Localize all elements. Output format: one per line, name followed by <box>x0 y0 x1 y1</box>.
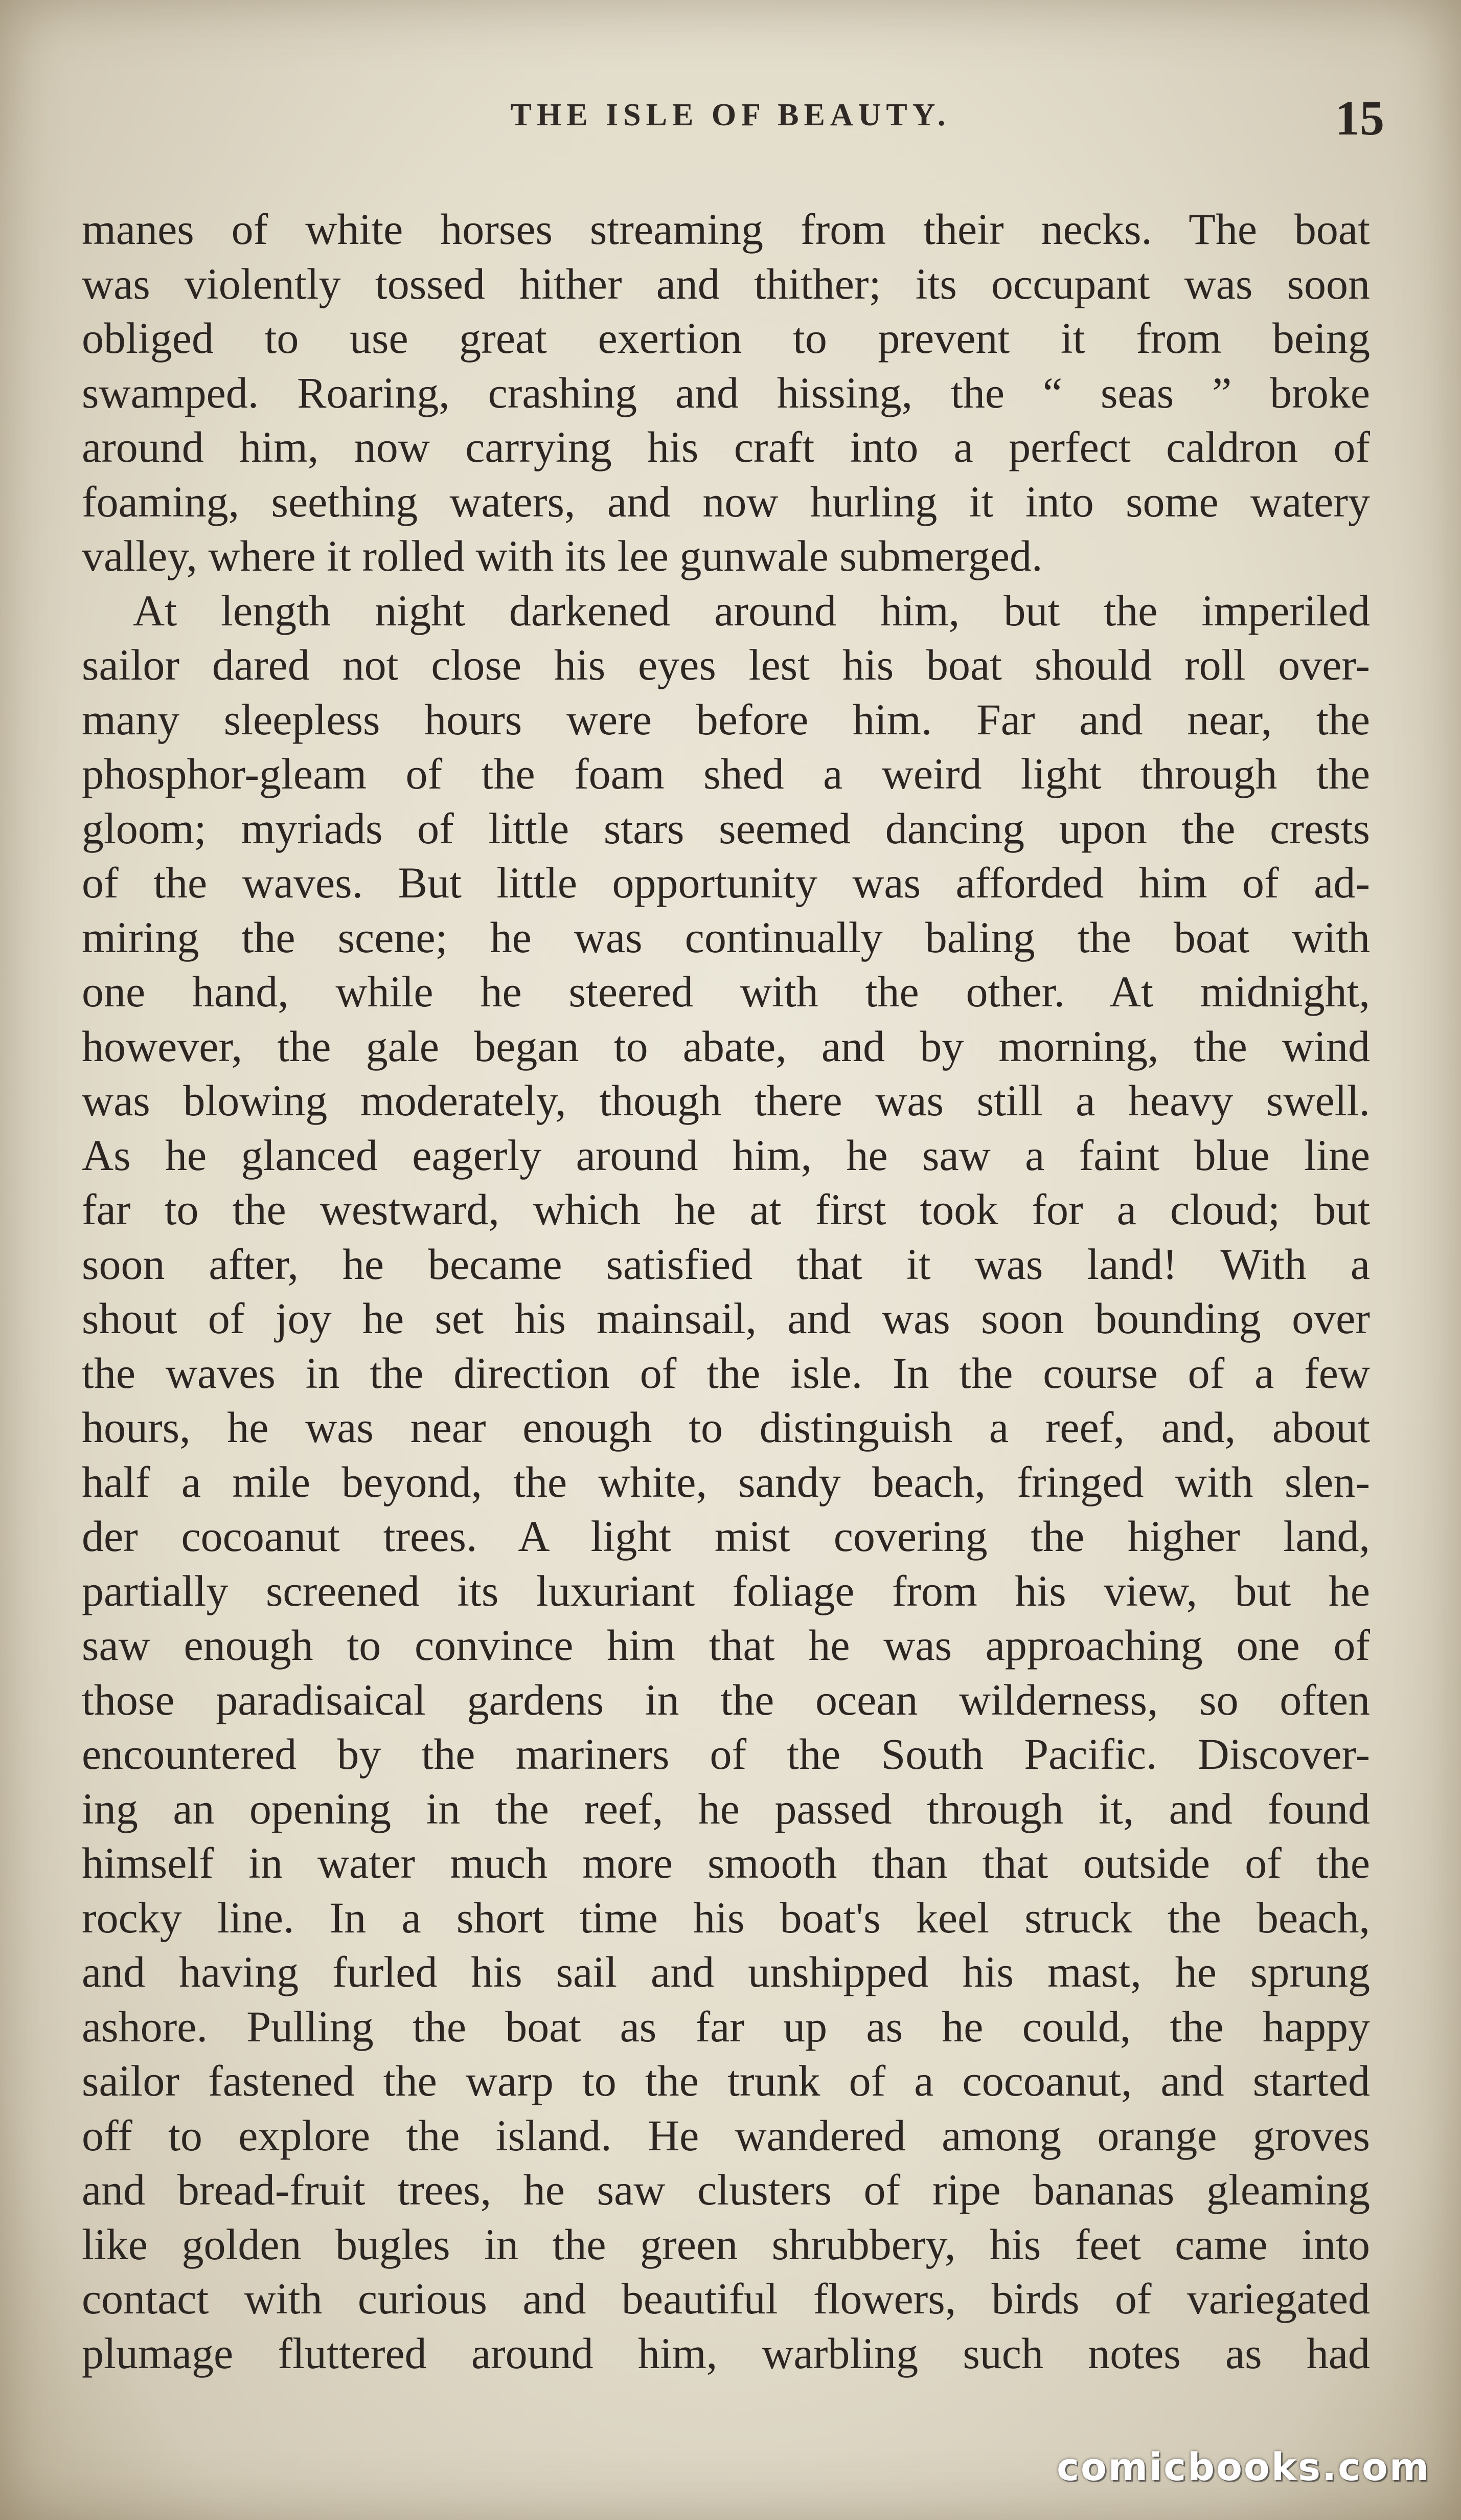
text-line: gloom; myriads of little stars seemed dancing upon the crests <box>82 803 1370 853</box>
text-line: those paradisaical gardens in the ocean wilderness, so often <box>82 1675 1370 1724</box>
text-line: like golden bugles in the green shrubbery, his feet came into <box>82 2219 1370 2269</box>
text-line: around him, now carrying his craft into a perfect caldron of <box>82 422 1370 471</box>
text-line: phosphor-gleam of the foam shed a weird light through the <box>82 749 1370 798</box>
text-line: obliged to use great exertion to prevent it from being <box>82 313 1370 363</box>
text-line: contact with curious and beautiful flowers, birds of variegated <box>82 2274 1370 2323</box>
text-line: was blowing moderately, though there was still a heavy swell. <box>82 1076 1370 1125</box>
text-line: At length night darkened around him, but the imperiled <box>133 586 1370 635</box>
page-number: 15 <box>1335 91 1384 145</box>
text-line: saw enough to convince him that he was approaching one of <box>82 1621 1370 1670</box>
text-line: far to the westward, which he at first took for a cloud; but <box>82 1185 1370 1234</box>
text-line: der cocoanut trees. A light mist covering the higher land, <box>82 1512 1370 1561</box>
text-line: rocky line. In a short time his boat's keel struck the beach, <box>82 1893 1370 1942</box>
text-line: however, the gale began to abate, and by morning, the wind <box>82 1021 1370 1071</box>
text-line: partially screened its luxuriant foliage from his view, but he <box>82 1566 1370 1615</box>
running-title: THE ISLE OF BEAUTY. <box>510 98 951 132</box>
text-line: sailor fastened the warp to the trunk of a cocoanut, and started <box>82 2056 1370 2105</box>
watermark: comicbooks.com <box>1057 2445 1430 2489</box>
text-line: swamped. Roaring, crashing and hissing, the “ seas ” broke <box>82 368 1370 417</box>
text-line: was violently tossed hither and thither; its occupant was soon <box>82 259 1370 308</box>
text-line: soon after, he became satisfied that it was land! With a <box>82 1239 1370 1289</box>
text-line: and bread-fruit trees, he saw clusters of ripe bananas gleaming <box>82 2165 1370 2214</box>
text-line: off to explore the island. He wandered among orange groves <box>82 2110 1370 2160</box>
text-line: many sleepless hours were before him. Far and near, the <box>82 694 1370 744</box>
text-line: miring the scene; he was continually baling the boat with <box>82 912 1370 962</box>
text-line: manes of white horses streaming from their necks. The boat <box>82 205 1370 254</box>
text-line: shout of joy he set his mainsail, and was soon bounding over <box>82 1294 1370 1343</box>
text-line: foaming, seething waters, and now hurling it into some watery <box>82 477 1370 526</box>
text-line: encountered by the mariners of the South Pacific. Discover- <box>82 1729 1370 1779</box>
text-line: himself in water much more smooth than that outside of the <box>82 1838 1370 1887</box>
text-line: and having furled his sail and unshipped his mast, he sprung <box>82 1947 1370 1996</box>
text-line: the waves in the direction of the isle. In the course of a few <box>82 1348 1370 1398</box>
text-line: ing an opening in the reef, he passed through it, and found <box>82 1784 1370 1833</box>
text-line: As he glanced eagerly around him, he saw a faint blue line <box>82 1130 1370 1180</box>
text-line: valley, where it rolled with its lee gunwale submerged. <box>82 531 1043 580</box>
text-line: ashore. Pulling the boat as far up as he could, the happy <box>82 2001 1370 2051</box>
text-line: half a mile beyond, the white, sandy beach, fringed with slen- <box>82 1457 1370 1506</box>
text-line: hours, he was near enough to distinguish a reef, and, about <box>82 1403 1370 1452</box>
body-text <box>82 202 1370 2380</box>
text-line: one hand, while he steered with the other. At midnight, <box>82 967 1370 1016</box>
text-line: plumage fluttered around him, warbling such notes as had <box>82 2328 1370 2378</box>
text-line: of the waves. But little opportunity was afforded him of ad- <box>82 858 1370 907</box>
text-line: sailor dared not close his eyes lest his boat should roll over- <box>82 640 1370 689</box>
